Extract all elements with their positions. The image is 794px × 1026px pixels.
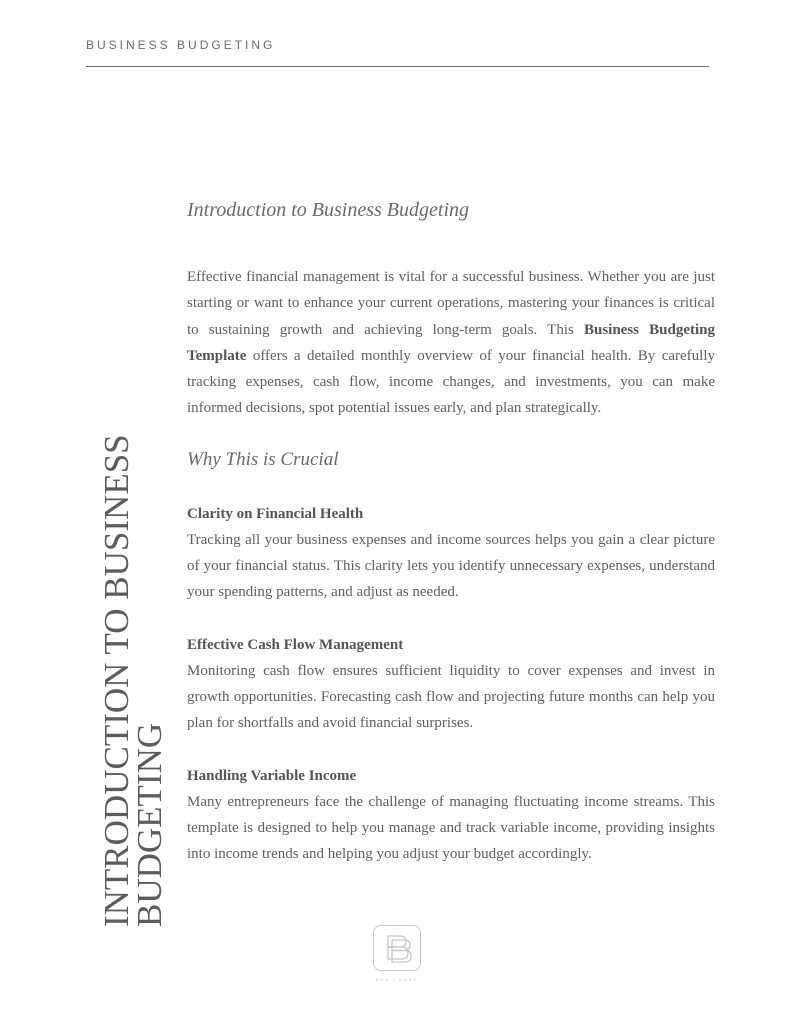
section-financial-health <box>187 501 715 606</box>
header-divider <box>86 66 709 67</box>
vertical-section-title <box>97 434 169 927</box>
main-content <box>187 196 715 893</box>
section-body: Monitoring cash flow ensures sufficient liquidity to cover expenses and invest in growth opportunities. Forecasting cash flow and projecting future months can help you plan for shortfalls and avoid financial surprises. <box>187 662 715 732</box>
section-cash-flow <box>187 632 715 737</box>
section-title: Handling Variable Income <box>187 767 357 784</box>
page-heading: Introduction to Business Budgeting <box>187 199 470 221</box>
intro-paragraph <box>187 264 715 422</box>
vertical-title-line-2: BUDGETING <box>130 722 169 927</box>
section-variable-income <box>187 763 715 868</box>
running-header: BUSINESS BUDGETING <box>86 38 276 52</box>
template-name: Business Budgeting Template <box>187 321 715 364</box>
brand-logo-icon <box>373 925 421 971</box>
logo-caption: BAN | BARE <box>375 977 419 982</box>
section-title: Clarity on Financial Health <box>187 505 364 522</box>
intro-text-end: offers a detailed monthly overview of your financial health. By carefully tracking expenses, cash flow, income changes, and investments, you can make informed decisions, spot potential issues early, and plan strategically. <box>187 347 715 417</box>
section-title: Effective Cash Flow Management <box>187 636 404 653</box>
monogram-icon <box>374 926 420 970</box>
section-body: Many entrepreneurs face the challenge of managing fluctuating income streams. This template is designed to help you manage and track variable income, providing insights into income trends and helping you adjust your budget accordingly. <box>187 793 715 863</box>
section-body: Tracking all your business expenses and income sources helps you gain a clear picture of your financial status. This clarity lets you identify unnecessary expenses, understand your spending patterns, and adjust as needed. <box>187 531 715 601</box>
subheading: Why This is Crucial <box>187 448 339 470</box>
intro-text-start: Effective financial management is vital for a successful business. Whether you are just starting or want to enhance your current operations, mastering your finances is critical to sustaining growth and achieving long-term goals. This <box>187 269 715 338</box>
vertical-title-line-1: INTRODUCTION TO BUSINESS <box>97 434 136 927</box>
